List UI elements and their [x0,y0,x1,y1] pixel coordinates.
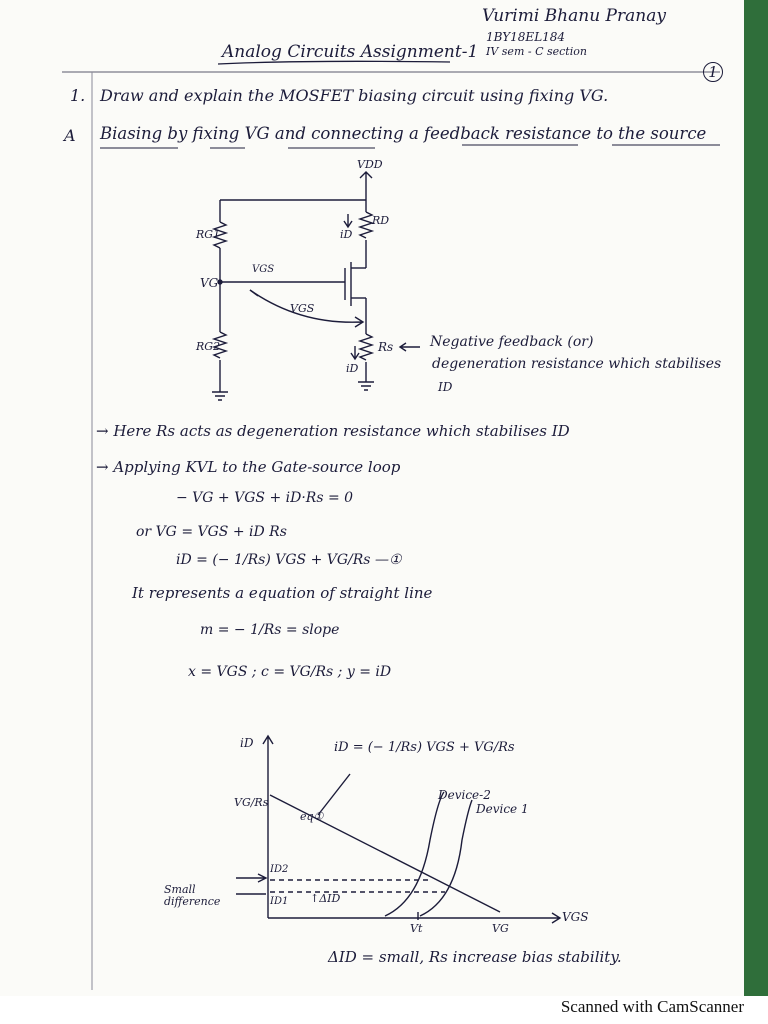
equation-4: m = − 1/Rs = slope [200,622,340,638]
question-number: 1. [70,86,86,105]
id1-label: ID1 [270,896,289,907]
id-bottom-label: iD [346,362,359,375]
graph-x-label: VGS [562,910,589,924]
device2-curve [385,792,444,916]
answer-label: A [64,126,76,145]
device2-label: Device-2 [438,788,491,802]
graph-axes [236,736,560,923]
device1-curve [420,800,472,916]
graph-conclusion: ΔID = small, Rs increase bias stability. [328,948,622,966]
rg2-label: RG2 [196,340,221,353]
explanation-line2: → Applying KVL to the Gate-source loop [96,458,401,476]
vg-axis-label: VG [492,922,509,935]
graph-y-label: iD [240,736,254,750]
page-number: 1 [703,62,723,82]
small-difference-label: Small difference [164,883,221,908]
rg1-label: RG1 [196,228,221,241]
graph-intercept: VG/Rs [234,796,269,809]
rs-label: Rs [378,340,394,354]
vt-label: Vt [410,922,423,935]
scanner-watermark: Scanned with CamScanner [560,997,744,1016]
equation-5: x = VGS ; c = VG/Rs ; y = iD [188,664,392,680]
rd-label: RD [372,214,390,227]
answer-heading: Biasing by fixing VG and connecting a feedback resistance to the source [100,124,707,143]
question-text: Draw and explain the MOSFET biasing circuit using fixing VG. [100,86,609,105]
heading-underline [100,145,720,148]
explanation-line3: It represents a equation of straight line [132,584,433,602]
explanation-line1: → Here Rs acts as degeneration resistance which stabilises ID [96,422,570,440]
vgs-gate-label: VGS [252,264,275,275]
id-top-label: iD [340,228,353,241]
annotation-line3: ID [438,380,453,394]
semester: IV sem - C section [486,45,587,58]
graph-eq-ref: eq① [300,810,324,823]
vg-label: VG [200,276,219,290]
id2-label: ID2 [270,864,289,875]
graph-equation: iD = (− 1/Rs) VGS + VG/Rs [334,740,515,755]
equation-3: iD = (− 1/Rs) VGS + VG/Rs —① [176,552,402,568]
student-name: Vurimi Bhanu Pranay [482,6,666,26]
mosfet-circuit [212,172,420,400]
equation-2: or VG = VGS + iD Rs [136,524,287,540]
annotation-line1: Negative feedback (or) [430,334,594,350]
page-title: Analog Circuits Assignment-1 [222,42,479,62]
delta-id-label: ↑ΔID [310,892,341,905]
equation-1: − VG + VGS + iD·Rs = 0 [176,490,354,506]
vgs-arrow-label: VGS [290,302,315,315]
vdd-label: VDD [357,158,383,171]
roll-number: 1BY18EL184 [486,30,566,44]
annotation-line2: degeneration resistance which stabilises [432,356,722,372]
device1-label: Device 1 [476,802,529,816]
